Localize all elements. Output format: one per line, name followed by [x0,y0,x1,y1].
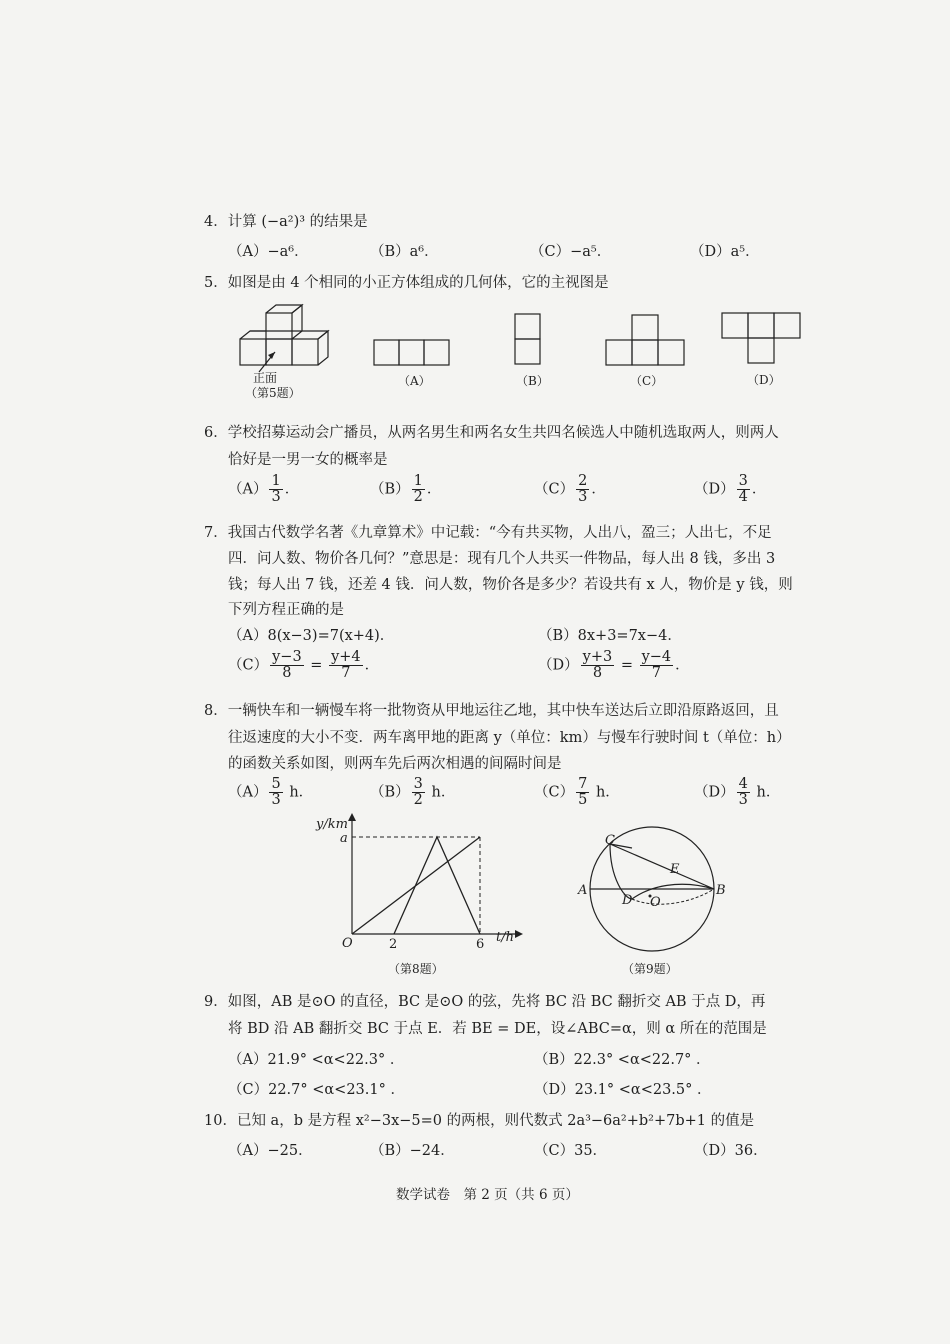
fast-car-line [394,837,480,934]
q6-option-d: （D） $\frac{3}{4}$ ． [694,473,767,506]
q4-option-c: （C）−a⁵． [530,244,612,260]
q5-option-b-label: （B） [516,374,549,388]
q5-solid-figure [240,305,328,365]
q9-option-b: （B）22.3° <α<22.7° ． [534,1052,711,1068]
q5-caption: （第5题） [245,386,301,400]
q6-stem-line2: 恰好是一男一女的概率是 [228,452,388,468]
q5-option-c-figure [606,315,684,365]
q5-option-c-label: （C） [630,374,664,388]
label-o: O [650,895,661,910]
label-b: B [716,883,726,898]
chord-bc [610,844,714,889]
label-d: D [622,893,633,908]
q7-option-b: （B）8x+3=7x−4． [538,628,682,644]
y-axis-label: y/km [316,817,348,832]
a-label: a [340,831,348,846]
front-label: 正面 [253,371,278,385]
q8-option-d: （D） $\frac{4}{3}$ h． [694,776,781,809]
page-footer: 数学试卷 第 2 页（共 6 页） [396,1187,579,1203]
q8-line2: 往返速度的大小不变．两车离甲地的距离 y（单位：km）与慢车行驶时间 t（单位：h） [228,730,791,746]
q10-option-b: （B）−24． [370,1143,455,1159]
q8-graph [310,808,530,980]
x-axis-label: t/h [496,930,514,945]
origin-label: O [342,936,353,951]
q7-line3: 钱；每人出 7 钱，还差 4 钱．问人数，物价各是多少？若设共有 x 人，物价是 y 钱，则 [228,577,793,593]
tick-6: 6 [476,937,485,952]
q9-option-c: （C）22.7° <α<23.1° ． [228,1082,405,1098]
q9-line2: 将 BD 沿 AB 翻折交 BC 于点 E．若 BE = DE，设∠ABC=α，则 α 所在的范围是 [228,1021,767,1037]
q8-line1: 8．一辆快车和一辆慢车将一批物资从甲地运往乙地，其中快车送达后立即沿原路返回，且 [204,703,779,719]
q7-option-a: （A）8(x−3)=7(x+4)． [228,628,395,644]
q10-stem: 10．已知 a，b 是方程 x²−3x−5=0 的两根，则代数式 2a³−6a²+b²+7b+1 的值是 [204,1113,755,1129]
q5-figures [225,302,815,402]
q4-option-a: （A）−a⁶． [228,244,309,260]
q6-option-a: （A） $\frac{1}{3}$ ． [228,473,300,506]
q6-option-b: （B） $\frac{1}{2}$ ． [370,473,442,506]
q8-option-c: （C） $\frac{7}{5}$ h． [534,776,620,809]
q4-option-d: （D）a⁵． [690,244,760,260]
q9-option-d: （D）23.1° <α<23.5° ． [534,1082,712,1098]
label-c: C [605,833,615,848]
q10-option-d: （D）36． [694,1143,768,1159]
q10-option-a: （A）−25． [228,1143,313,1159]
label-a: A [578,883,588,898]
q5-option-d-label: （D） [747,373,781,387]
q5-option-a-figure [374,340,449,365]
q6-stem-line1: 6．学校招募运动会广播员，从两名男生和两名女生共四名候选人中随机选取两人，则两人 [204,425,779,441]
q4-option-b: （B）a⁶． [370,244,439,260]
q10-option-c: （C）35． [534,1143,608,1159]
q8-caption: （第8题） [388,962,444,976]
q7-option-c: （C） $\frac{y-3}{8}$ = $\frac{y+4}{7}$ ． [228,649,380,682]
q7-line2: 四．问人数、物价各几何？”意思是：现有几个人共买一件物品，每人出 8 钱，多出 3 [228,551,776,567]
arc-db [632,884,714,899]
label-e: E [670,862,680,877]
q9-caption: （第9题） [622,962,678,976]
q5-option-d-figure [722,313,800,363]
q7-line1: 7．我国古代数学名著《九章算术》中记载：“今有共买物，人出八，盈三；人出七，不足 [204,525,772,541]
q9-line1: 9．如图，AB 是⊙O 的直径，BC 是⊙O 的弦，先将 BC 沿 BC 翻折交 AB 于点 D，再 [204,994,766,1010]
q9-option-a: （A）21.9° <α<22.3° ． [228,1052,405,1068]
tick-2: 2 [389,937,398,952]
q4-stem: 4．计算 (−a²)³ 的结果是 [204,214,368,230]
q8-option-b: （B） $\frac{3}{2}$ h． [370,776,456,809]
q5-option-a-label: （A） [398,374,431,388]
q8-line3: 的函数关系如图，则两车先后两次相遇的间隔时间是 [228,756,562,772]
q6-option-c: （C） $\frac{2}{3}$ ． [534,473,606,506]
q8-option-a: （A） $\frac{5}{3}$ h． [228,776,314,809]
q5-option-b-figure [515,314,540,364]
q9-figure [570,824,740,980]
q5-stem: 5．如图是由 4 个相同的小正方体组成的几何体，它的主视图是 [204,275,609,291]
q7-option-d: （D） $\frac{y+3}{8}$ = $\frac{y-4}{7}$ ． [538,649,690,682]
q7-line4: 下列方程正确的是 [228,602,344,618]
